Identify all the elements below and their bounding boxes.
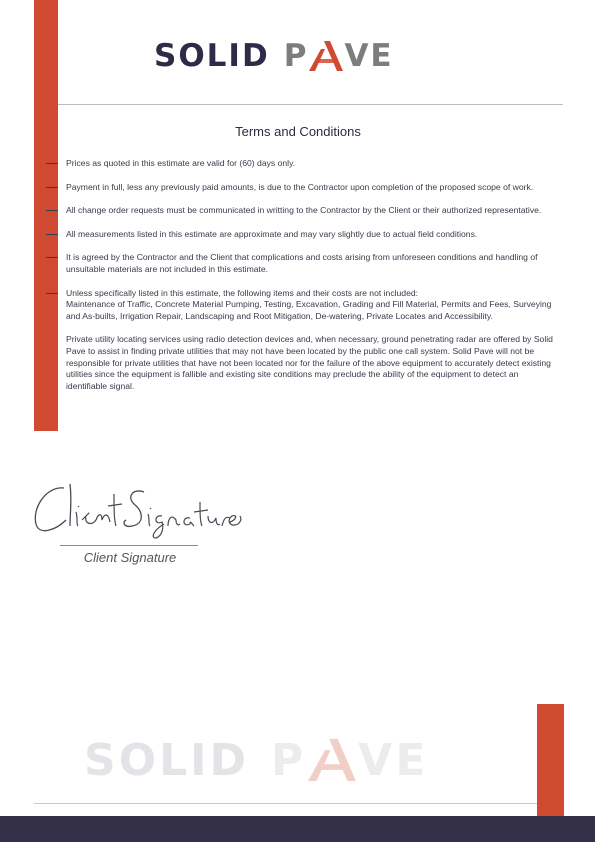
handwritten-signature bbox=[26, 480, 246, 540]
footer-logo-watermark bbox=[84, 730, 428, 790]
right-accent-bar bbox=[537, 704, 564, 816]
utility-notice: Private utility locating services using radio detection devices and, when necessary, ground penetrating radar are offered by Solid Pave to assist in finding private utilities that may not have been located by the public one call system. Solid Pave will not be responsible for private utilities that have not been located nor for the failure of the above equipment to accurately detect existing utilities since the equipment is fallible and existing site conditions may preclude the ability of the equipment to detect an identifiable signal. bbox=[66, 334, 553, 391]
logo-word-solid: SOLID bbox=[154, 38, 270, 74]
watermark-word-pave: P VE bbox=[271, 734, 429, 786]
header-divider bbox=[58, 104, 563, 105]
footer-band bbox=[0, 816, 595, 842]
term-item: It is agreed by the Contractor and the Client that complications and costs arising from unforeseen conditions and handling of unsuitable materials are not included in this estimate. bbox=[46, 252, 556, 275]
header-logo bbox=[154, 34, 394, 78]
watermark-a-mark-icon bbox=[308, 736, 356, 784]
term-item: Unless specifically listed in this estimate, the following items and their costs are not included: Maintenance of Traffic, Concrete Material Pumping, Testing, Excavation, Grading and Fill Material, Permits and Fees, Surveying and As-builts, Irrigation Repair, Landscaping and Root Mitigation, De-watering, Private Locates and Accessibility. bbox=[46, 288, 556, 323]
excluded-items: Maintenance of Traffic, Concrete Material Pumping, Testing, Excavation, Grading and Fill Material, Permits and Fees, Surveying and As-builts, Irrigation Repair, Landscaping and Root Mitigation, De-watering, Private Locates and Accessibility. bbox=[66, 299, 552, 321]
watermark-word-solid: SOLID bbox=[84, 734, 250, 786]
term-item: Payment in full, less any previously paid amounts, is due to the Contractor upon completion of the proposed scope of work. bbox=[46, 182, 556, 194]
document-title: Terms and Conditions bbox=[235, 124, 361, 139]
term-item: Prices as quoted in this estimate are valid for (60) days only. bbox=[46, 158, 556, 170]
term-item: All change order requests must be communicated in writting to the Contractor by the Client or their authorized representative. bbox=[46, 205, 556, 217]
logo-word-pave: P VE bbox=[283, 38, 394, 74]
signature-line bbox=[60, 545, 198, 546]
logo-a-mark-icon bbox=[309, 39, 343, 73]
footer-divider bbox=[34, 803, 537, 804]
term-item: All measurements listed in this estimate are approximate and may vary slightly due to actual field conditions. bbox=[46, 229, 556, 241]
terms-list bbox=[46, 158, 556, 392]
signature-caption: Client Signature bbox=[83, 550, 177, 565]
